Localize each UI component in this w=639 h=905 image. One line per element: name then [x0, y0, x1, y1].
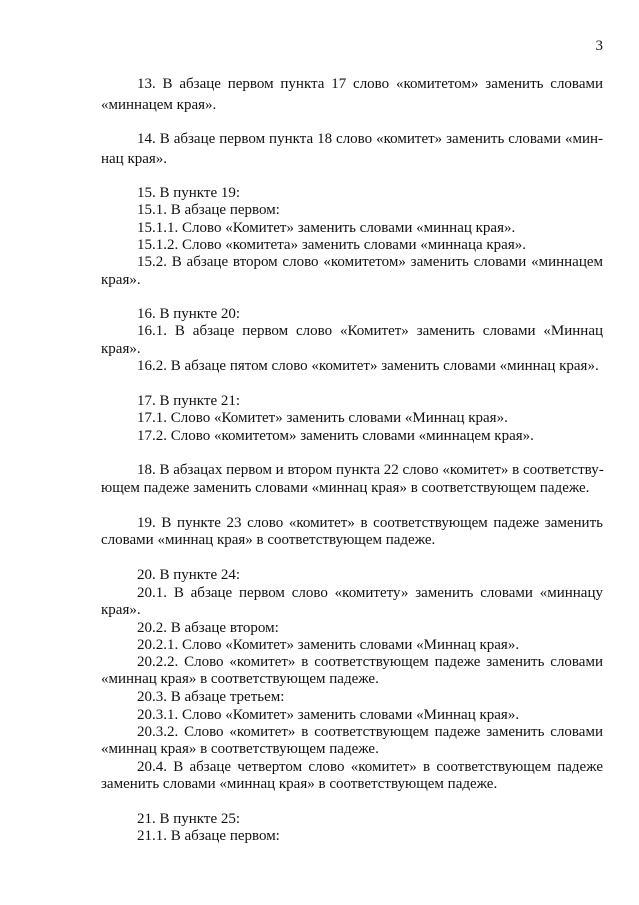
paragraph-20-3-2-line-2: «миннац края» в соответствующем падеже.	[101, 741, 379, 757]
paragraph-20-3: 20.3. В абзаце третьем:	[137, 689, 285, 705]
paragraph-15-heading: 15. В пункте 19:	[137, 185, 241, 201]
paragraph-20-3-2-line-1: 20.3.2. Слово «комитет» в соответствующем падеже заменить словами	[137, 724, 603, 740]
paragraph-20-4-line-1: 20.4. В абзаце четвертом слово «комитет» в соответствующем падеже	[137, 759, 603, 775]
paragraph-14-line-2: нац края».	[101, 151, 168, 167]
paragraph-17-heading: 17. В пункте 21:	[137, 393, 241, 409]
paragraph-15-1-1: 15.1.1. Слово «Комитет» заменить словами «миннац края».	[137, 220, 516, 236]
paragraph-16-1-line-1: 16.1. В абзаце первом слово «Комитет» заменить словами «Миннац	[137, 323, 603, 339]
paragraph-21-heading: 21. В пункте 25:	[137, 811, 241, 827]
page-number: 3	[595, 38, 603, 54]
paragraph-16-heading: 16. В пункте 20:	[137, 306, 241, 322]
paragraph-15-2-line-2: края».	[101, 272, 141, 288]
paragraph-19-line-2: словами «миннац края» в соответствующем падеже.	[101, 532, 436, 548]
paragraph-18-line-1: 18. В абзацах первом и втором пункта 22 слово «комитет» в соответству-	[137, 462, 604, 478]
paragraph-20-heading: 20. В пункте 24:	[137, 567, 241, 583]
paragraph-20-2: 20.2. В абзаце втором:	[137, 620, 279, 636]
paragraph-20-4-line-2: заменить словами «миннац края» в соответствующем падеже.	[101, 776, 498, 792]
paragraph-13-line-2: «миннацем края».	[101, 97, 217, 113]
paragraph-18-line-2: ющем падеже заменить словами «миннац края» в соответствующем падеже.	[101, 480, 590, 496]
paragraph-20-1-line-2: края».	[101, 602, 141, 618]
paragraph-14-line-1: 14. В абзаце первом пункта 18 слово «комитет» заменить словами «мин-	[137, 131, 603, 147]
paragraph-16-2: 16.2. В абзаце пятом слово «комитет» заменить словами «миннац края».	[137, 358, 599, 374]
paragraph-20-2-2-line-2: «миннац края» в соответствующем падеже.	[101, 671, 379, 687]
paragraph-17-1: 17.1. Слово «Комитет» заменить словами «Миннац края».	[137, 410, 508, 426]
paragraph-19-line-1: 19. В пункте 23 слово «комитет» в соответствующем падеже заменить	[137, 515, 603, 531]
paragraph-17-2: 17.2. Слово «комитетом» заменить словами «миннацем края».	[137, 428, 534, 444]
paragraph-15-1-2: 15.1.2. Слово «комитета» заменить словами «миннаца края».	[137, 237, 526, 253]
paragraph-16-1-line-2: края».	[101, 341, 141, 357]
paragraph-20-2-2-line-1: 20.2.2. Слово «комитет» в соответствующем падеже заменить словами	[137, 654, 603, 670]
paragraph-15-1: 15.1. В абзаце первом:	[137, 202, 280, 218]
paragraph-21-1: 21.1. В абзаце первом:	[137, 828, 280, 844]
paragraph-20-3-1: 20.3.1. Слово «Комитет» заменить словами «Миннац края».	[137, 707, 520, 723]
paragraph-20-1-line-1: 20.1. В абзаце первом слово «комитету» заменить словами «миннацу	[137, 585, 603, 601]
paragraph-20-2-1: 20.2.1. Слово «Комитет» заменить словами «Миннац края».	[137, 637, 520, 653]
paragraph-15-2-line-1: 15.2. В абзаце втором слово «комитетом» заменить словами «миннацем	[137, 254, 603, 270]
paragraph-13-line-1: 13. В абзаце первом пункта 17 слово «комитетом» заменить словами	[137, 76, 603, 92]
